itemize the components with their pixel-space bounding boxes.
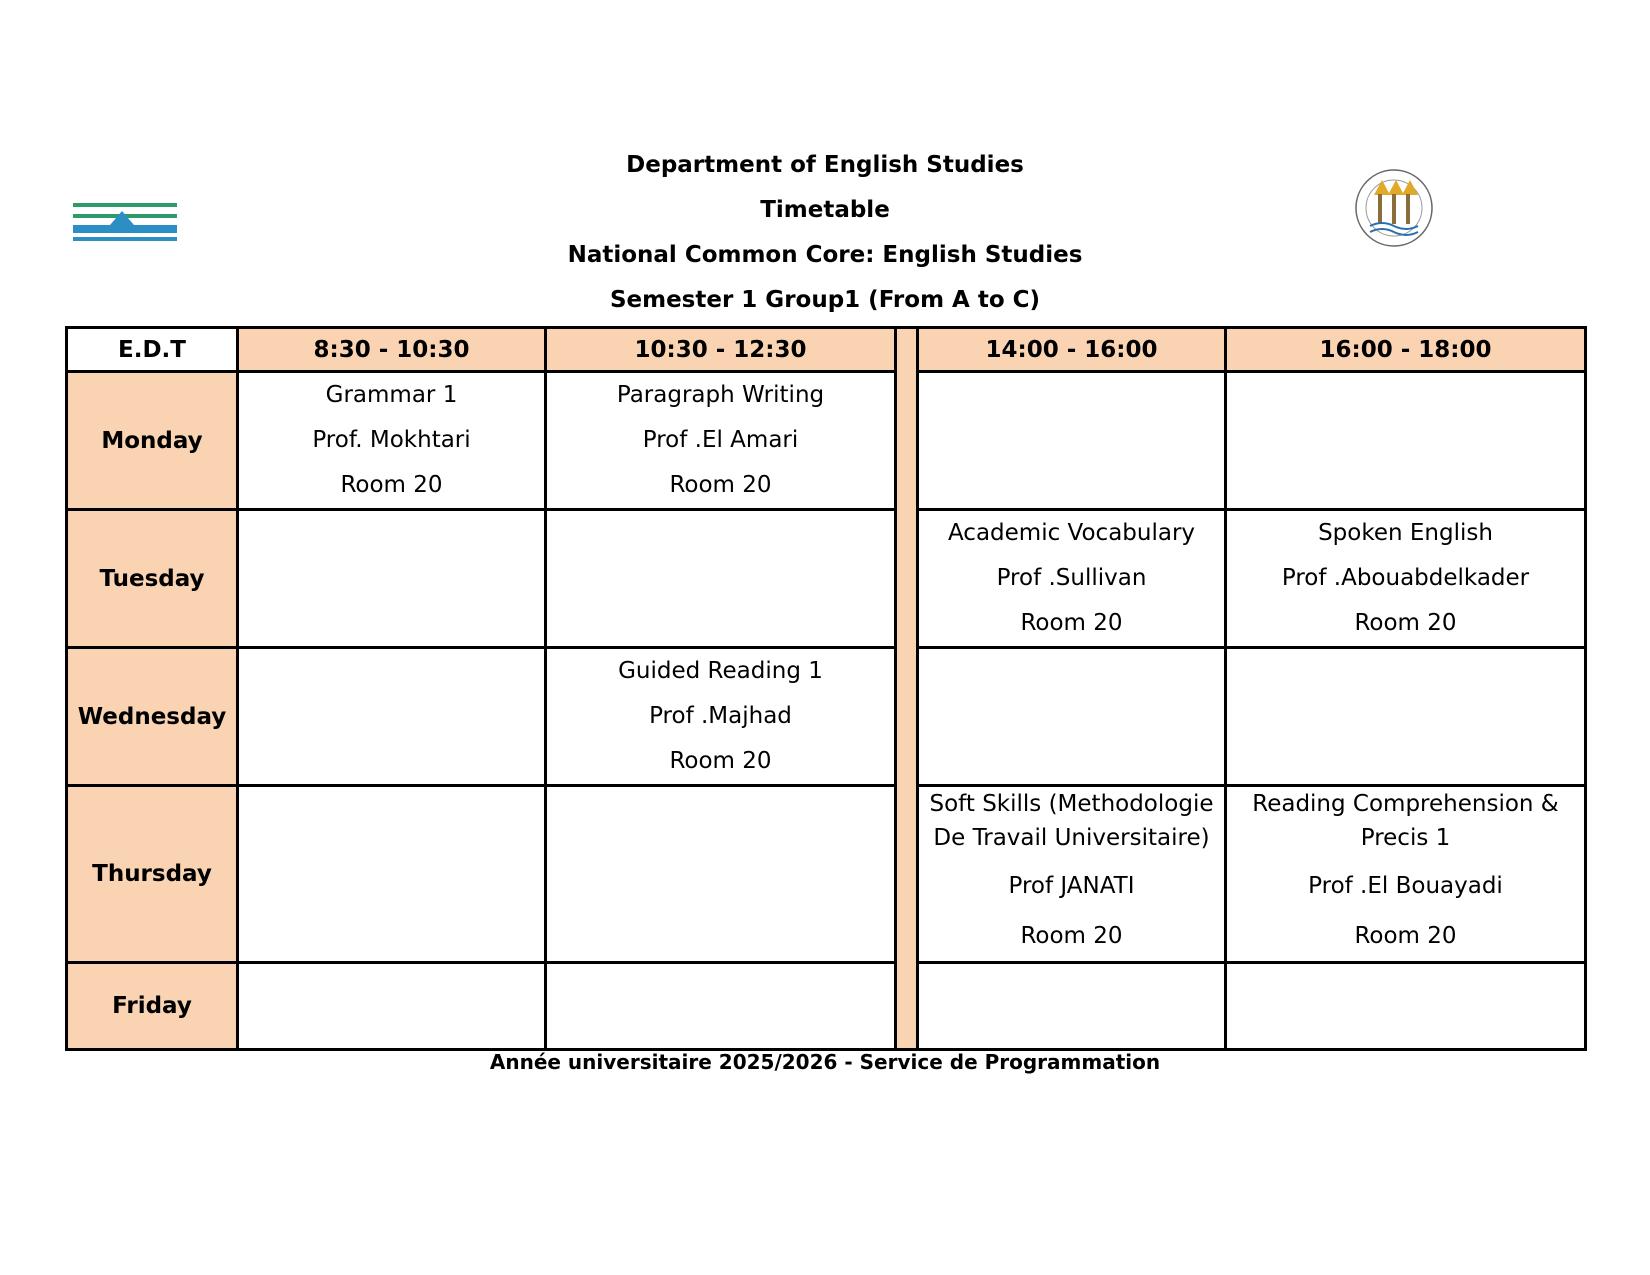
professor-name: Prof JANATI (1008, 873, 1135, 899)
day-label: Thursday (67, 786, 238, 963)
course-name: Academic Vocabulary (947, 520, 1196, 546)
lunch-break-column (896, 328, 918, 1050)
slot-header: 16:00 - 18:00 (1226, 328, 1586, 372)
class-cell (918, 786, 1226, 963)
table-row (67, 510, 1586, 648)
class-cell (546, 372, 896, 510)
room-label: Room 20 (1354, 923, 1457, 949)
semester-group-title: Semester 1 Group1 (From A to C) (609, 287, 1041, 313)
timetable-title: Timetable (760, 197, 890, 223)
professor-name: Prof .Majhad (649, 703, 792, 729)
room-label: Room 20 (1354, 610, 1457, 636)
professor-name: Prof .El Amari (642, 427, 799, 453)
room-label: Room 20 (340, 472, 443, 498)
empty-cell (238, 648, 546, 786)
footer-academic-year: Année universitaire 2025/2026 - Service de Programmation (489, 1050, 1161, 1074)
professor-name: Prof .El Bouayadi (1308, 873, 1503, 899)
program-title: National Common Core: English Studies (567, 242, 1083, 268)
table-row (67, 372, 1586, 510)
empty-cell (1226, 963, 1586, 1050)
class-cell (1226, 510, 1586, 648)
empty-cell (546, 510, 896, 648)
empty-cell (1226, 372, 1586, 510)
slot-header: 10:30 - 12:30 (546, 328, 896, 372)
slot-header: 14:00 - 16:00 (918, 328, 1226, 372)
edt-corner-cell: E.D.T (67, 328, 238, 372)
room-label: Room 20 (1020, 610, 1123, 636)
course-name: Guided Reading 1 (618, 658, 823, 684)
professor-name: Prof. Mokhtari (312, 427, 471, 453)
empty-cell (918, 963, 1226, 1050)
document-header (0, 150, 1650, 330)
day-label: Wednesday (67, 648, 238, 786)
department-title: Department of English Studies (626, 152, 1024, 178)
day-label: Tuesday (67, 510, 238, 648)
day-label: Monday (67, 372, 238, 510)
room-label: Room 20 (1020, 923, 1123, 949)
timetable-table (65, 326, 1587, 1051)
course-name: Paragraph Writing (616, 382, 825, 408)
room-label: Room 20 (669, 472, 772, 498)
class-cell (238, 372, 546, 510)
empty-cell (918, 372, 1226, 510)
course-name-line2: Precis 1 (1360, 825, 1451, 851)
empty-cell (238, 963, 546, 1050)
table-row (67, 648, 1586, 786)
day-label: Friday (67, 963, 238, 1050)
class-cell (918, 510, 1226, 648)
empty-cell (546, 786, 896, 963)
room-label: Room 20 (669, 748, 772, 774)
course-name-line1: Soft Skills (Methodologie (929, 791, 1214, 817)
class-cell (546, 648, 896, 786)
empty-cell (918, 648, 1226, 786)
table-header-row (67, 328, 1586, 372)
course-name-line2: De Travail Universitaire) (933, 825, 1210, 851)
empty-cell (238, 786, 546, 963)
professor-name: Prof .Sullivan (996, 565, 1147, 591)
course-name-line1: Reading Comprehension & (1252, 791, 1559, 817)
empty-cell (238, 510, 546, 648)
table-row (67, 786, 1586, 963)
course-name: Grammar 1 (325, 382, 458, 408)
empty-cell (546, 963, 896, 1050)
course-name: Spoken English (1318, 520, 1493, 546)
slot-header: 8:30 - 10:30 (238, 328, 546, 372)
table-row (67, 963, 1586, 1050)
empty-cell (1226, 648, 1586, 786)
class-cell (1226, 786, 1586, 963)
professor-name: Prof .Abouabdelkader (1281, 565, 1530, 591)
